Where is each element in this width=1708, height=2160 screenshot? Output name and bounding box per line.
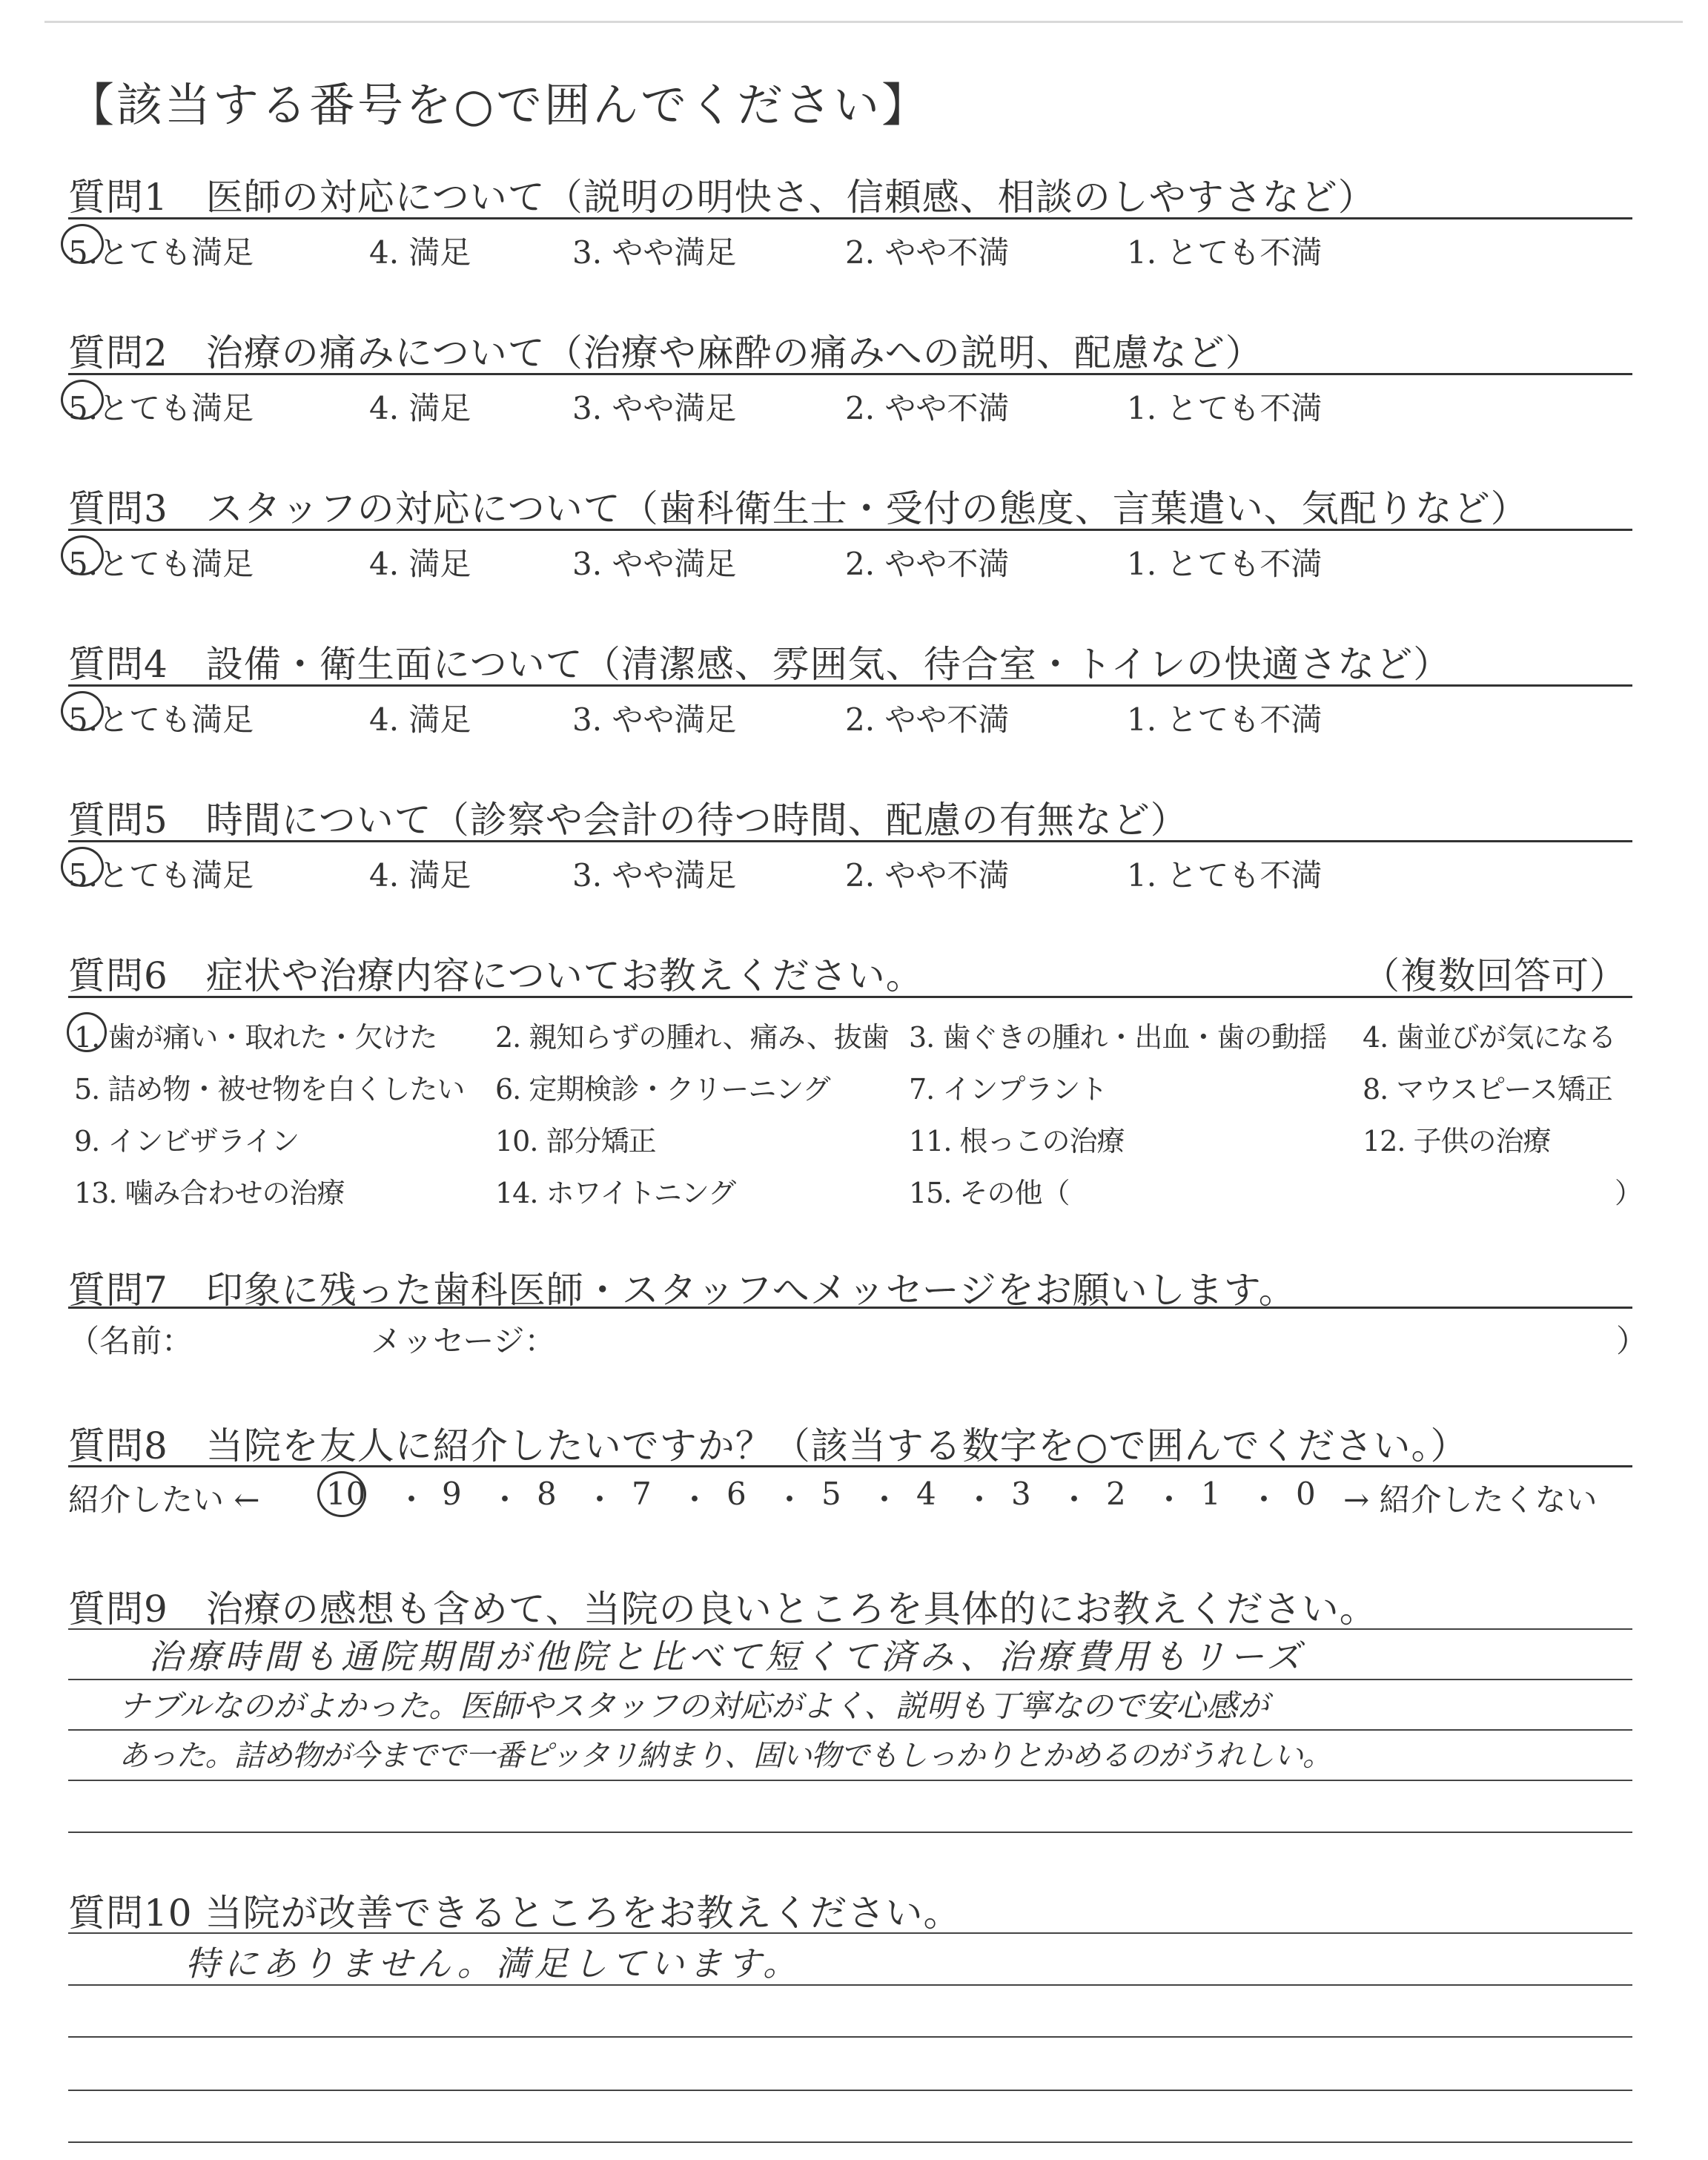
question-2-rule <box>68 373 1632 375</box>
q1-option-4[interactable]: 4. 満足 <box>369 234 471 271</box>
question-7-rule <box>68 1307 1632 1309</box>
q9-answer-line-2: ナブルなのがよかった。医師やスタッフの対応がよく、説明も丁寧なので安心感が <box>119 1688 1269 1724</box>
q3-option-2[interactable]: 2. やや不満 <box>845 546 1010 582</box>
q8-left-label: 紹介したい ← <box>68 1482 260 1518</box>
q9-answer-line-3: あった。詰め物が今までで一番ピッタリ納まり、固い物でもしっかりとかめるのがうれしい。 <box>119 1739 1331 1773</box>
question-10-title: 質問10 当院が改善できるところをお教えください。 <box>68 1892 961 1935</box>
form-heading: 【該当する番号を○で囲んでください】 <box>68 78 930 132</box>
question-7-title: 質問7 印象に残った歯科医師・スタッフへメッセージをお願いします。 <box>68 1269 1297 1312</box>
q8-right-label: → 紹介したくない <box>1343 1482 1598 1518</box>
q6-option-3[interactable]: 3. 歯ぐきの腫れ・出血・歯の動揺 <box>909 1021 1327 1054</box>
q8-scale-dot: ・ <box>1248 1482 1280 1518</box>
q8-scale-3[interactable]: 3 <box>1011 1476 1031 1512</box>
question-8-title: 質問8 当院を友人に紹介したいですか？（該当する数字を○で囲んでください。） <box>68 1424 1469 1467</box>
q8-scale-6[interactable]: 6 <box>726 1476 747 1512</box>
q8-scale-dot: ・ <box>1059 1482 1090 1518</box>
q6-option-13[interactable]: 13. 噛み合わせの治療 <box>74 1177 345 1209</box>
question-5-title: 質問5 時間について（診察や会計の待つ時間、配慮の有無など） <box>68 799 1188 842</box>
q6-option-14[interactable]: 14. ホワイトニング <box>495 1177 736 1209</box>
q3-option-3[interactable]: 3. やや満足 <box>572 546 737 582</box>
q2-option-4[interactable]: 4. 満足 <box>369 390 471 426</box>
q4-option-1[interactable]: 1. とても不満 <box>1127 701 1323 738</box>
q8-scale-10[interactable]: 10 <box>326 1476 366 1512</box>
q7-name-label: （名前： <box>68 1323 193 1359</box>
q4-option-5[interactable]: 5.とても満足 <box>68 701 254 738</box>
question-2-title: 質問2 治療の痛みについて（治療や麻酔の痛みへの説明、配慮など） <box>68 331 1263 374</box>
q1-option-3[interactable]: 3. やや満足 <box>572 234 737 271</box>
question-1-title: 質問1 医師の対応について（説明の明快さ、信頼感、相談のしやすさなど） <box>68 176 1376 219</box>
q8-scale-dot: ・ <box>396 1482 428 1518</box>
q4-option-4[interactable]: 4. 満足 <box>369 701 471 738</box>
q1-option-1[interactable]: 1. とても不満 <box>1127 234 1323 271</box>
q8-scale-2[interactable]: 2 <box>1106 1476 1126 1512</box>
q2-option-3[interactable]: 3. やや満足 <box>572 390 737 426</box>
q9-line-2 <box>68 1679 1632 1680</box>
question-9-title: 質問9 治療の感想も含めて、当院の良いところを具体的にお教えください。 <box>68 1588 1377 1631</box>
question-4-title: 質問4 設備・衛生面について（清潔感、雰囲気、待合室・トイレの快適さなど） <box>68 643 1452 686</box>
q1-option-2[interactable]: 2. やや不満 <box>845 234 1010 271</box>
q8-scale-8[interactable]: 8 <box>537 1476 557 1512</box>
question-4-rule <box>68 684 1632 687</box>
question-6-rule <box>68 996 1632 998</box>
q6-option-7[interactable]: 7. インプラント <box>909 1073 1108 1106</box>
q4-option-2[interactable]: 2. やや不満 <box>845 701 1010 738</box>
q8-scale-dot: ・ <box>679 1482 711 1518</box>
q6-option-4[interactable]: 4. 歯並びが気になる <box>1363 1021 1616 1054</box>
q10-line-5 <box>68 2141 1632 2143</box>
q8-scale-7[interactable]: 7 <box>632 1476 652 1512</box>
q8-scale-1[interactable]: 1 <box>1201 1476 1221 1512</box>
question-3-title: 質問3 スタッフの対応について（歯科衛生士・受付の態度、言葉遣い、気配りなど） <box>68 487 1529 530</box>
q6-option-11[interactable]: 11. 根っこの治療 <box>909 1125 1125 1157</box>
q6-option-15-close: ） <box>1615 1177 1643 1209</box>
top-border <box>44 21 1683 23</box>
q6-option-2[interactable]: 2. 親知らずの腫れ、痛み、抜歯 <box>495 1021 889 1054</box>
q10-answer-line-1: 特にありません。満足しています。 <box>185 1943 802 1984</box>
q9-line-4 <box>68 1780 1632 1781</box>
q9-answer-line-1: 治療時間も通院期間が他院と比べて短くて済み、治療費用もリーズ <box>148 1636 1305 1677</box>
q6-option-1[interactable]: 1. 歯が痛い・取れた・欠けた <box>74 1021 437 1054</box>
q10-line-1 <box>68 1932 1632 1934</box>
question-6-title: 質問6 症状や治療内容についてお教えください。 <box>68 954 924 997</box>
question-5-rule <box>68 840 1632 842</box>
q8-scale-4[interactable]: 4 <box>916 1476 936 1512</box>
question-3-rule <box>68 529 1632 531</box>
q5-option-5[interactable]: 5.とても満足 <box>68 857 254 894</box>
q6-option-15[interactable]: 15. その他（ <box>909 1177 1070 1209</box>
q5-option-3[interactable]: 3. やや満足 <box>572 857 737 894</box>
q10-line-3 <box>68 2036 1632 2038</box>
q6-option-12[interactable]: 12. 子供の治療 <box>1363 1125 1551 1157</box>
q9-line-5 <box>68 1832 1632 1833</box>
q6-option-10[interactable]: 10. 部分矯正 <box>495 1125 656 1157</box>
q7-message-label: メッセージ： <box>371 1323 556 1359</box>
q2-option-2[interactable]: 2. やや不満 <box>845 390 1010 426</box>
question-6-note: （複数回答可） <box>1363 954 1627 997</box>
question-1-rule <box>68 217 1632 219</box>
q5-option-4[interactable]: 4. 満足 <box>369 857 471 894</box>
q8-scale-dot: ・ <box>584 1482 616 1518</box>
q5-option-2[interactable]: 2. やや不満 <box>845 857 1010 894</box>
q8-scale-dot: ・ <box>869 1482 901 1518</box>
q6-option-5[interactable]: 5. 詰め物・被せ物を白くしたい <box>74 1073 465 1106</box>
q8-scale-dot: ・ <box>964 1482 996 1518</box>
q4-option-3[interactable]: 3. やや満足 <box>572 701 737 738</box>
q6-option-8[interactable]: 8. マウスピース矯正 <box>1363 1073 1612 1106</box>
q10-line-4 <box>68 2090 1632 2091</box>
q2-option-5[interactable]: 5.とても満足 <box>68 390 254 426</box>
q8-scale-dot: ・ <box>774 1482 806 1518</box>
q7-close-paren: ） <box>1616 1323 1648 1359</box>
q8-scale-9[interactable]: 9 <box>442 1476 462 1512</box>
q2-option-1[interactable]: 1. とても不満 <box>1127 390 1323 426</box>
q1-option-5[interactable]: 5.とても満足 <box>68 234 254 271</box>
q8-scale-0[interactable]: 0 <box>1296 1476 1316 1512</box>
q3-option-4[interactable]: 4. 満足 <box>369 546 471 582</box>
q8-scale-dot: ・ <box>1153 1482 1185 1518</box>
q5-option-1[interactable]: 1. とても不満 <box>1127 857 1323 894</box>
q6-option-6[interactable]: 6. 定期検診・クリーニング <box>495 1073 830 1106</box>
q3-option-1[interactable]: 1. とても不満 <box>1127 546 1323 582</box>
q8-scale-dot: ・ <box>489 1482 521 1518</box>
question-8-rule <box>68 1465 1632 1467</box>
q8-scale-5[interactable]: 5 <box>821 1476 841 1512</box>
q9-line-3 <box>68 1729 1632 1731</box>
q3-option-5[interactable]: 5.とても満足 <box>68 546 254 582</box>
q6-option-9[interactable]: 9. インビザライン <box>74 1125 299 1157</box>
